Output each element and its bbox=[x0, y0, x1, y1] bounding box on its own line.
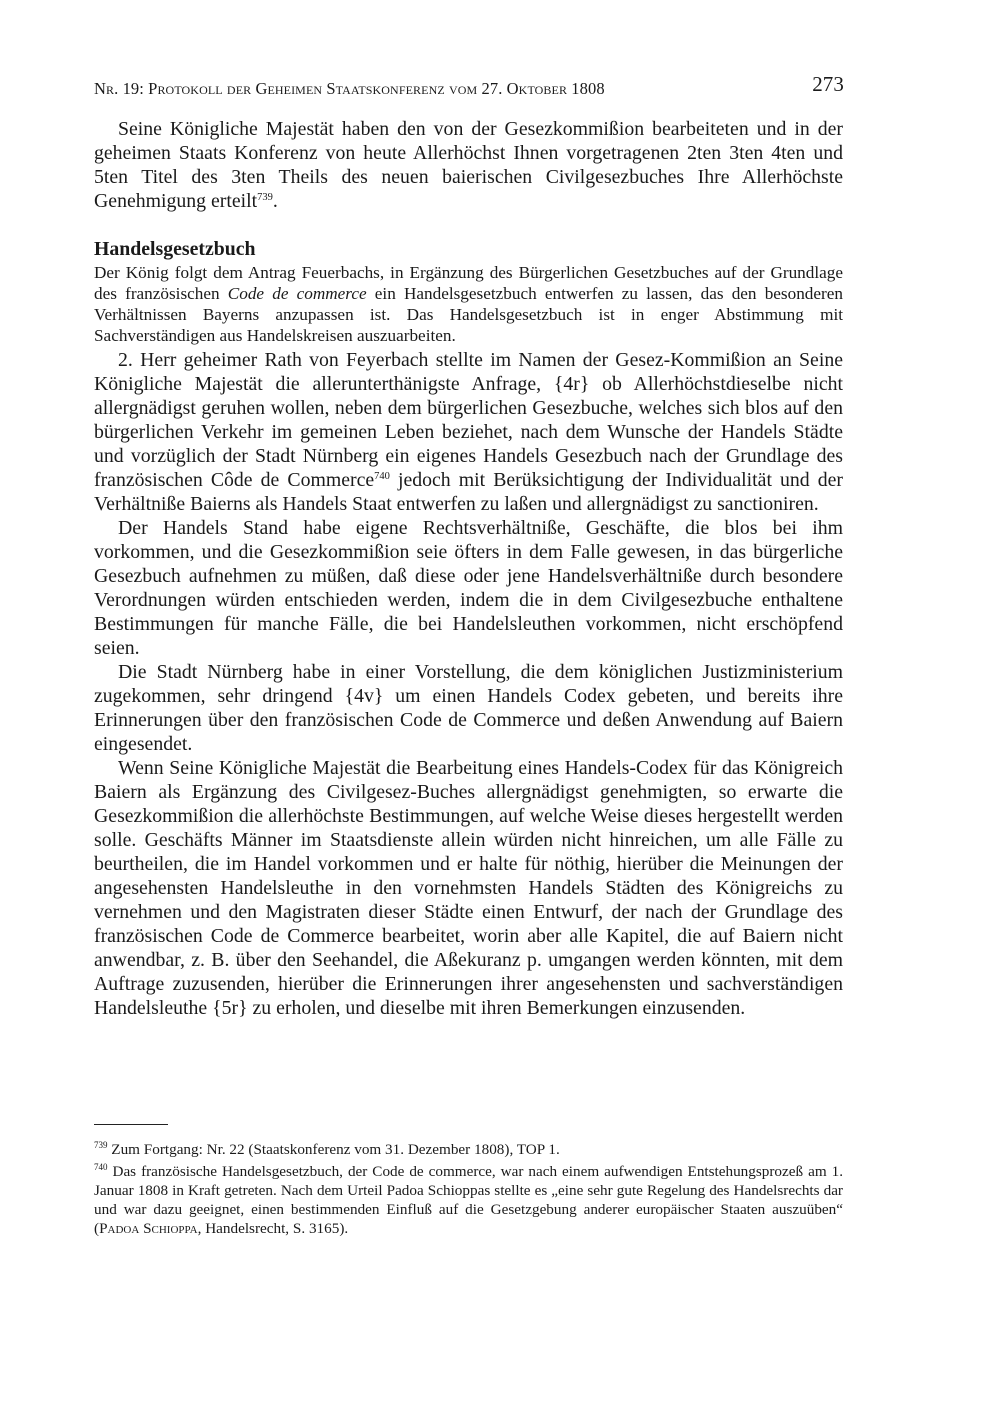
section-heading: Handelsgesetzbuch bbox=[94, 238, 256, 260]
abstract-text-start: Der König folgt dem Antrag Feuerbachs, in Ergänzung des Bürgerlichen Gesetzbuches auf der Grundlage des französischen bbox=[94, 263, 843, 303]
paragraph-1-text-start: 2. Herr geheimer Rath von Feyerbach stellte im Namen der Gesez-Kommißion an Seine Königliche Majestät die allerunterthänigste Anfrage, {4r} ob Allerhöchstdieselbe nicht allergnädigst geruhen wollen, neben dem bürgerlichen Gesezbuche, welches sich blos auf den bürgerlichen Verkehr im gemeinen Leben beziehet, nach dem Wunsche der Handels Städte und vorzüglich der Stadt Nürnberg ein eigenes Handels Gesezbuch nach der Grundlage des französischen Côde de Commerce bbox=[94, 349, 843, 491]
abstract-paragraph bbox=[94, 262, 843, 346]
footnote-740-text-end: , Handelsrecht, S. 3165). bbox=[197, 1220, 349, 1237]
paragraph-1 bbox=[94, 348, 843, 516]
footnote-ref-739[interactable]: 739 bbox=[257, 192, 273, 203]
footnote-739 bbox=[94, 1140, 843, 1159]
paragraph-1-text-end: jedoch mit Berüksichtigung der Individualität und der Verhältniße Baierns als Handels Staat entwerfen zu laßen und allergnädigst zu sanctioniren. bbox=[94, 469, 843, 515]
section-abstract bbox=[94, 262, 843, 346]
section-body bbox=[94, 348, 843, 1020]
footnote-ref-740[interactable]: 740 bbox=[374, 471, 390, 482]
paragraph-2: Der Handels Stand habe eigene Rechtsverhältniße, Geschäfte, die blos bei ihm vorkommen, und die Gesezkommißion seie öfters in dem Falle gewesen, in das bürgerliche Gesezbuch aufnehmen zu müßen, daß diese oder jene Handelsverhältniße durch besondere Verordnungen würden entschieden werden, indem die in dem Civilgesezbuche enthaltene Bestimmungen für manche Fälle, die bei Handelsleuthen vorkommen, nicht erschöpfend seien. bbox=[94, 517, 843, 659]
intro-block bbox=[94, 117, 843, 213]
footnotes bbox=[94, 1140, 843, 1241]
footnote-740-text-start: Das französische Handelsgesetzbuch, der Code de commerce, war nach einem aufwendigen Entstehungsprozeß am 1. Januar 1808 in Kraft getreten. Nach dem Urteil Padoa Schioppas stellte es „eine sehr gute Regelung des Handelsrechts dar und war dazu geeignet, einen bestimmenden Einfluß auf die Gesetzgebung anderer europäischer Staaten auszuüben“ ( bbox=[94, 1163, 843, 1237]
footnote-739-text: Zum Fortgang: Nr. 22 (Staatskonferenz vom 31. Dezember 1808), TOP 1. bbox=[107, 1141, 560, 1158]
abstract-text-end: ein Handelsgesetzbuch entwerfen zu lassen, das den besonderen Verhältnissen Bayerns anzupassen ist. Das Handelsgesetzbuch ist in enger Abstimmung mit Sachverständigen aus Handelskreisen auszuarbeiten. bbox=[94, 284, 843, 345]
footnote-740 bbox=[94, 1162, 843, 1238]
intro-paragraph bbox=[94, 117, 843, 213]
running-head-title: Nr. 19: Protokoll der Geheimen Staatskonferenz vom 27. Oktober 1808 bbox=[94, 79, 605, 98]
running-head bbox=[94, 74, 844, 104]
abstract-italic-title: Code de commerce bbox=[227, 284, 367, 303]
footnote-separator bbox=[94, 1124, 168, 1125]
page-number: 273 bbox=[812, 72, 844, 96]
page-body bbox=[94, 117, 843, 1020]
paragraph-3: Die Stadt Nürnberg habe in einer Vorstellung, die dem königlichen Justizministerium zugekommen, sehr dringend {4v} um einen Handels Codex gebeten, und bereits ihre Erinnerungen über den französischen Code de Commerce und deßen Anwendung auf Baiern eingesendet. bbox=[94, 661, 843, 755]
paragraph-4: Wenn Seine Königliche Majestät die Bearbeitung eines Handels-Codex für das Königreich Baiern als Ergänzung des Civilgesez-Buches allergnädigst genehmigten, so erwarte die Gesezkommißion die allerhöchste Bestimmungen, auf welche Weise dieses hergestellt werden solle. Geschäfts Männer im Staatsdienste allein würden nicht hinreichen, um alle Fälle zu beurtheilen, die im Handel vorkommen und er halte für nöthig, hierüber die Meinungen der angesehensten Handelsleuthe in den vornehmsten Handels Städten des Königreichs zu vernehmen und den Magistraten dieser Städte einen Entwurf, der nach der Grundlage des französischen Code de Commerce bearbeitet, worin aber alle Kapitel, die auf Baiern nicht anwendbar, z. B. über den Seehandel, die Aßekuranz p. umgangen werden könnten, mit dem Auftrage zuzusenden, hierüber die Erinnerungen ihrer angesehensten und sachverständigen Handelsleuthe {5r} zu erholen, und dieselbe mit ihren Bemerkungen einzusenden. bbox=[94, 757, 843, 1019]
footnote-740-number: 740 bbox=[94, 1162, 108, 1172]
footnote-739-number: 739 bbox=[94, 1140, 108, 1150]
intro-end: . bbox=[272, 190, 278, 212]
footnote-740-author: Padoa Schioppa bbox=[99, 1220, 198, 1237]
intro-text: Seine Königliche Majestät haben den von der Gesezkommißion bearbeiteten und in der geheimen Staats Konferenz von heute Allerhöchst Ihnen vorgetragenen 2ten 3ten 4ten und 5ten Titel des 3ten Theils des neuen baierischen Civilgesezbuches Ihre Allerhöchste Genehmigung erteilt bbox=[94, 118, 843, 212]
